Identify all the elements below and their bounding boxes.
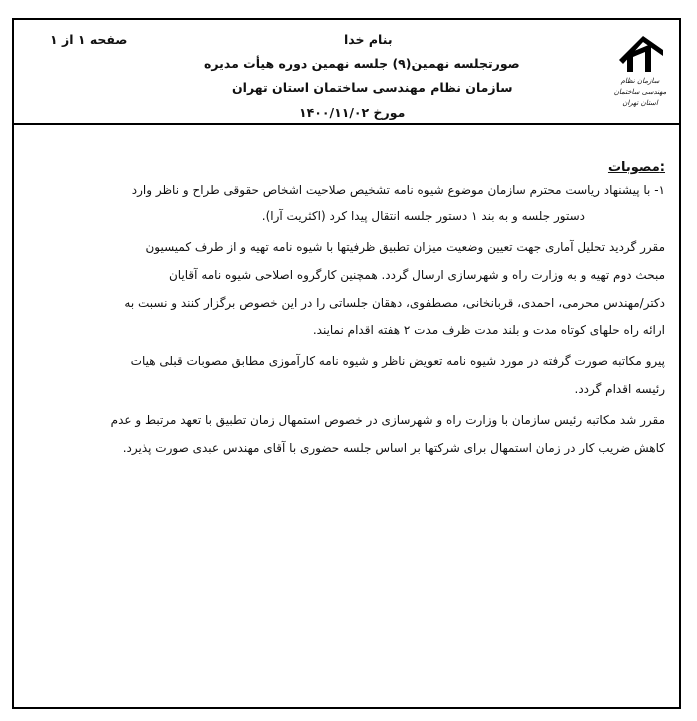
resolution-line: کاهش ضریب کار در زمان استمهال برای شرکتها بر اساس جلسه حضوری با آقای مهندس عبدی صورت پذیرد. xyxy=(122,441,665,455)
organization-logo xyxy=(609,30,671,108)
logo-text-1: سازمان نظام مهندسی ساختمان xyxy=(613,77,667,96)
building-roof-icon xyxy=(609,30,671,76)
page-number: صفحه ۱ از ۱ xyxy=(50,32,128,47)
logo-caption xyxy=(609,76,671,109)
meeting-date: مورخ ۱۴۰۰/۱۱/۰۲ xyxy=(299,105,406,120)
resolution-line: ۱- با پیشنهاد ریاست محترم سازمان موضوع شیوه نامه تشخیص صلاحیت اشخاص حقوقی طراح و ناظر وارد xyxy=(131,183,665,197)
document-frame xyxy=(12,18,681,709)
meeting-title: صورتجلسه نهمین(۹) جلسه نهمین دوره هیأت مدیره xyxy=(204,56,520,71)
resolution-line: مقرر گردید تحلیل آماری جهت تعیین وضعیت میزان تطبیق ظرفیتها با شیوه نامه تهیه و از طرف کمیسیون xyxy=(145,240,665,254)
resolutions-section xyxy=(14,125,679,707)
resolution-line: دکتر/مهندس محرمی، احمدی، قربانخانی، مصطفوی، دهقان جلساتی را در این خصوص برگزار کنند و نسبت به xyxy=(124,296,665,310)
logo-text-2: استان تهران xyxy=(622,99,658,107)
resolution-line: مقرر شد مکاتبه رئیس سازمان با وزارت راه و شهرسازی در خصوص استمهال زمان تطبیق با تعهد مرتبط و عدم xyxy=(110,413,665,427)
resolution-line: پیرو مکاتبه صورت گرفته در مورد شیوه نامه تعویض ناظر و شیوه نامه کارآموزی مطابق مصوبات قبلی هیات xyxy=(130,354,665,368)
section-title: مصوبات: xyxy=(607,160,665,175)
resolution-line: مبحث دوم تهیه و به وزارت راه و شهرسازی ارسال گردد. همچنین کارگروه اصلاحی شیوه نامه آقایان xyxy=(168,268,665,282)
resolution-line: ارائه راه حلهای کوتاه مدت و بلند مدت ظرف مدت ۲ هفته اقدام نمایند. xyxy=(312,323,665,337)
resolution-line: رئیسه اقدام گردد. xyxy=(574,382,665,396)
basmala: بنام خدا xyxy=(344,32,393,47)
document-header xyxy=(14,20,679,125)
resolution-line: دستور جلسه و به بند ۱ دستور جلسه انتقال پیدا کرد (اکثریت آرا). xyxy=(261,209,585,223)
organization-name: سازمان نظام مهندسی ساختمان استان تهران xyxy=(232,80,513,95)
